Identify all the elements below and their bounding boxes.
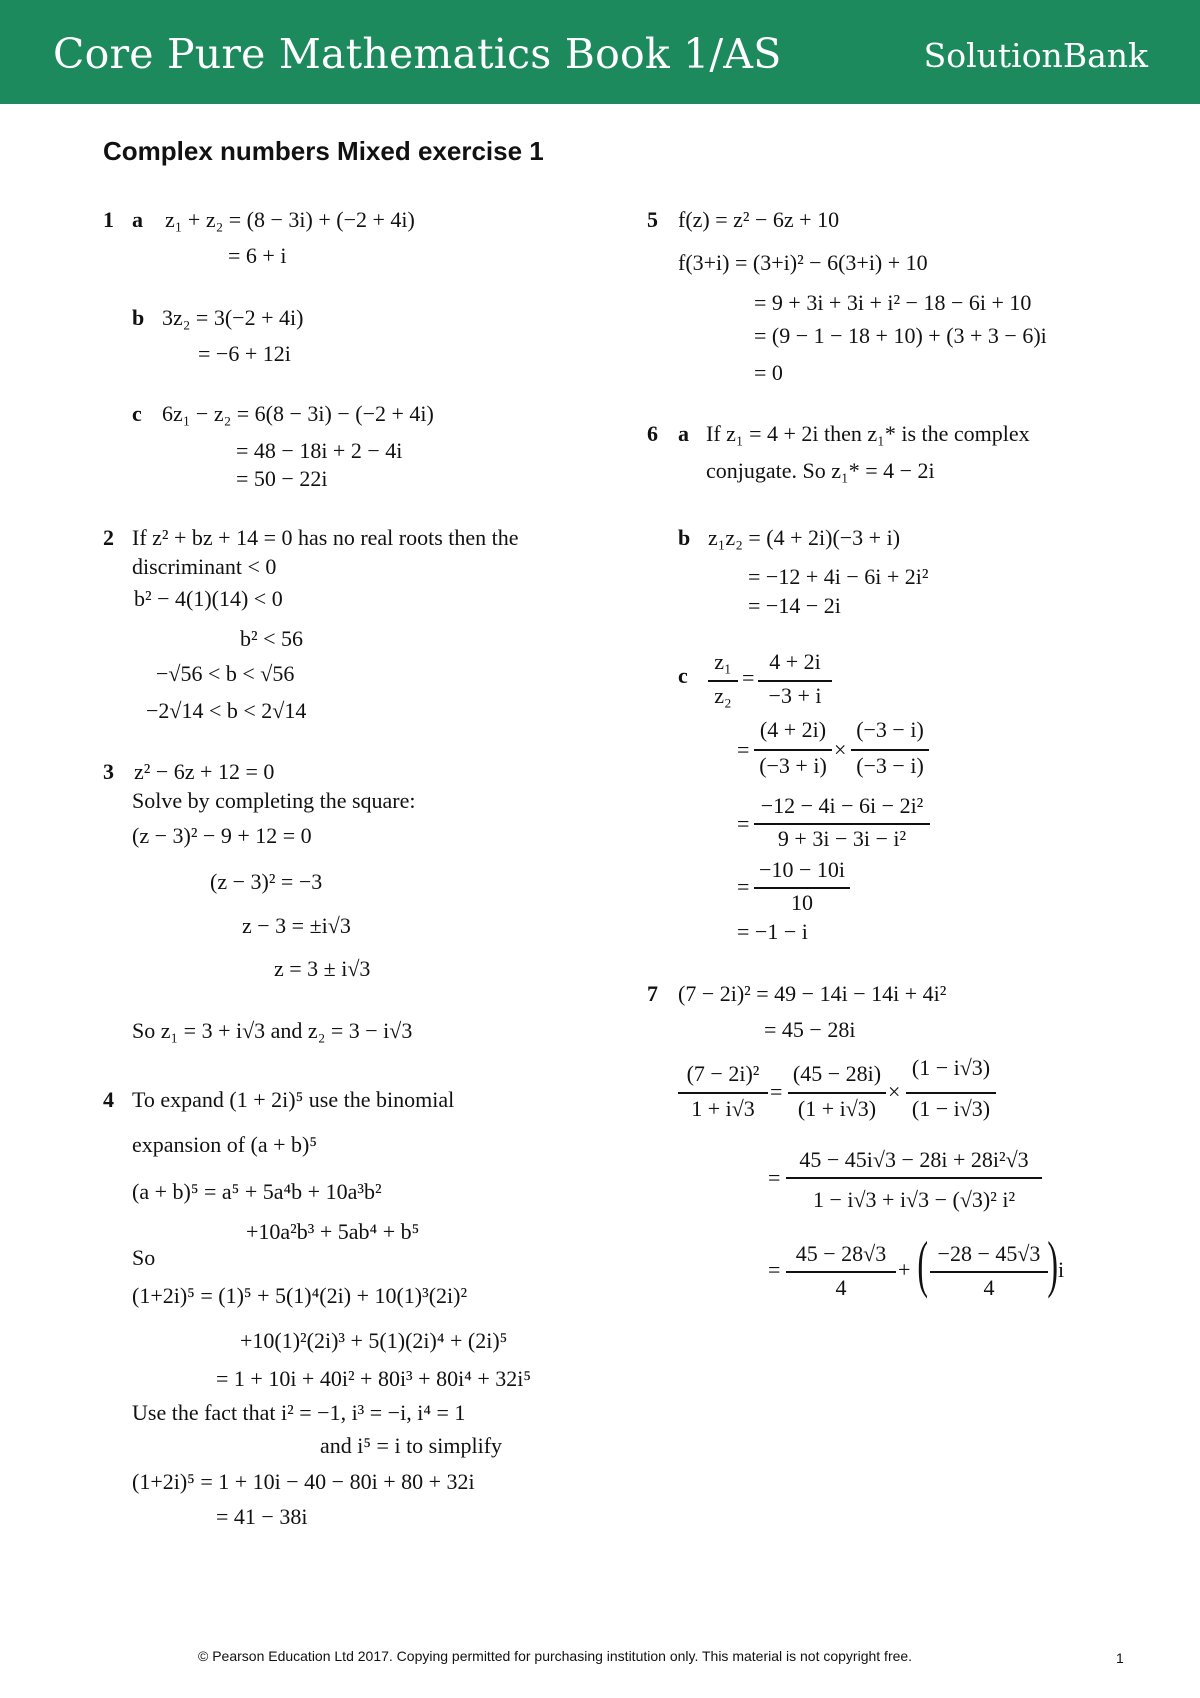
- numerator: −12 − 4i − 6i − 2i²: [760, 793, 924, 818]
- numerator: z₁: [714, 649, 732, 674]
- numerator: (4 + 2i): [759, 717, 827, 742]
- math-line: f(3+i) = (3+i)² − 6(3+i) + 10: [678, 250, 928, 275]
- question-number: 1: [103, 207, 114, 232]
- math-line: = 50 − 22i: [236, 466, 328, 491]
- part-label: c: [132, 401, 142, 426]
- math-line: z = 3 ± i√3: [274, 956, 371, 981]
- equals-sign: =: [737, 874, 750, 899]
- denominator: (1 − i√3): [911, 1096, 991, 1121]
- math-line: Use the fact that i² = −1, i³ = −i, i⁴ = 1: [132, 1400, 466, 1425]
- times-sign: ×: [834, 737, 847, 762]
- math-line: = −6 + 12i: [198, 341, 291, 366]
- fraction-bar: [786, 1271, 896, 1273]
- imaginary-unit: i: [1058, 1257, 1065, 1282]
- math-line: 6z₁ − z₂ = 6(8 − 3i) − (−2 + 4i): [162, 401, 434, 426]
- denominator: −3 + i: [768, 683, 822, 708]
- math-line: expansion of (a + b)⁵: [132, 1132, 318, 1157]
- math-line: (z − 3)² − 9 + 12 = 0: [132, 823, 312, 848]
- math-line: z² − 6z + 12 = 0: [134, 759, 275, 784]
- denominator: z₂: [714, 683, 732, 708]
- math-line: b² < 56: [240, 626, 304, 651]
- question-number: 6: [647, 421, 658, 446]
- math-line: = −1 − i: [737, 919, 808, 944]
- equals-sign: =: [770, 1079, 783, 1104]
- math-line: = 6 + i: [228, 243, 287, 268]
- math-line: +10(1)²(2i)³ + 5(1)(2i)⁴ + (2i)⁵: [240, 1328, 508, 1353]
- math-line: (1+2i)⁵ = (1)⁵ + 5(1)⁴(2i) + 10(1)³(2i)²: [132, 1283, 468, 1308]
- fraction-bar: [851, 749, 929, 751]
- page-number: 1: [1116, 1650, 1124, 1666]
- page-header: [0, 0, 1200, 104]
- bracket-close: ): [1047, 1228, 1058, 1299]
- equals-sign: =: [737, 737, 750, 762]
- math-line: z − 3 = ±i√3: [242, 913, 351, 938]
- math-line: (1+2i)⁵ = 1 + 10i − 40 − 80i + 80 + 32i: [132, 1469, 475, 1494]
- book-title: Core Pure Mathematics Book 1/AS: [53, 30, 782, 78]
- math-line: = 48 − 18i + 2 − 4i: [236, 438, 403, 463]
- math-line: (z − 3)² = −3: [210, 869, 323, 894]
- math-line: and i⁵ = i to simplify: [320, 1433, 503, 1458]
- part-label: a: [132, 207, 143, 232]
- fraction-bar: [930, 1271, 1048, 1273]
- equals-sign: =: [737, 811, 750, 836]
- math-line: So z₁ = 3 + i√3 and z₂ = 3 − i√3: [132, 1018, 413, 1043]
- exercise-heading: Complex numbers Mixed exercise 1: [103, 136, 544, 166]
- math-line: conjugate. So z₁* = 4 − 2i: [706, 458, 935, 483]
- denominator: (1 + i√3): [797, 1096, 877, 1121]
- part-label: b: [678, 525, 691, 550]
- math-line: f(z) = z² − 6z + 10: [678, 207, 840, 232]
- denominator: 10: [791, 890, 813, 915]
- math-line: 3z₂ = 3(−2 + 4i): [162, 305, 304, 330]
- plus-sign: +: [898, 1257, 911, 1282]
- times-sign: ×: [888, 1079, 901, 1104]
- brand-name: SolutionBank: [923, 36, 1148, 75]
- denominator: (−3 − i): [856, 753, 924, 778]
- numerator: −10 − 10i: [759, 857, 845, 882]
- numerator: 4 + 2i: [769, 649, 821, 674]
- denominator: 9 + 3i − 3i − i²: [777, 826, 907, 851]
- fraction-bar: [788, 1092, 886, 1094]
- math-line: = 1 + 10i + 40i² + 80i³ + 80i⁴ + 32i⁵: [216, 1366, 532, 1391]
- math-line: To expand (1 + 2i)⁵ use the binomial: [132, 1087, 455, 1112]
- math-line: = −14 − 2i: [748, 593, 841, 618]
- fraction-bar: [754, 749, 832, 751]
- math-line: −2√14 < b < 2√14: [146, 698, 307, 723]
- numerator: 45 − 28√3: [795, 1241, 887, 1266]
- question-number: 4: [103, 1087, 114, 1112]
- numerator: −28 − 45√3: [937, 1241, 1041, 1266]
- math-line: If z₁ = 4 + 2i then z₁* is the complex: [706, 421, 1030, 446]
- fraction-bar: [786, 1177, 1042, 1179]
- question-number: 3: [103, 759, 114, 784]
- numerator: (1 − i√3): [911, 1055, 991, 1080]
- math-line: (7 − 2i)² = 49 − 14i − 14i + 4i²: [678, 981, 947, 1006]
- denominator: 4: [983, 1275, 995, 1300]
- numerator: (45 − 28i): [792, 1061, 882, 1086]
- math-line: = 45 − 28i: [764, 1017, 856, 1042]
- bracket-open: (: [917, 1228, 928, 1299]
- equals-sign: =: [768, 1165, 781, 1190]
- math-line: So: [132, 1245, 156, 1270]
- equals-sign: =: [742, 665, 755, 690]
- math-line: discriminant < 0: [132, 554, 277, 579]
- math-line: = 9 + 3i + 3i + i² − 18 − 6i + 10: [754, 290, 1032, 315]
- denominator: 1 − i√3 + i√3 − (√3)² i²: [812, 1187, 1016, 1212]
- math-line: z₁z₂ = (4 + 2i)(−3 + i): [708, 525, 901, 550]
- part-label: a: [678, 421, 689, 446]
- fraction-bar: [906, 1092, 996, 1094]
- denominator: 1 + i√3: [691, 1096, 755, 1121]
- question-number: 2: [103, 525, 114, 550]
- numerator: (7 − 2i)²: [686, 1061, 760, 1086]
- math-line: = 0: [754, 360, 783, 385]
- math-line: −√56 < b < √56: [156, 661, 295, 686]
- denominator: 4: [835, 1275, 847, 1300]
- math-line: b² − 4(1)(14) < 0: [134, 586, 283, 611]
- math-line: = 41 − 38i: [216, 1504, 308, 1529]
- denominator: (−3 + i): [759, 753, 827, 778]
- part-label: c: [678, 663, 688, 688]
- math-line: If z² + bz + 14 = 0 has no real roots then the: [132, 525, 519, 550]
- question-number: 5: [647, 207, 658, 232]
- math-line: = −12 + 4i − 6i + 2i²: [748, 564, 929, 589]
- fraction-bar: [678, 1092, 768, 1094]
- equals-sign: =: [768, 1257, 781, 1282]
- question-number: 7: [647, 981, 658, 1006]
- math-line: Solve by completing the square:: [132, 788, 416, 813]
- math-line: z₁ + z₂ = (8 − 3i) + (−2 + 4i): [165, 207, 415, 232]
- math-line: (a + b)⁵ = a⁵ + 5a⁴b + 10a³b²: [132, 1179, 382, 1204]
- math-line: = (9 − 1 − 18 + 10) + (3 + 3 − 6)i: [754, 323, 1047, 348]
- math-line: +10a²b³ + 5ab⁴ + b⁵: [246, 1219, 420, 1244]
- copyright-notice: © Pearson Education Ltd 2017. Copying permitted for purchasing institution only. This material is not copyright free.: [198, 1648, 913, 1664]
- numerator: (−3 − i): [856, 717, 924, 742]
- part-label: b: [132, 305, 145, 330]
- numerator: 45 − 45i√3 − 28i + 28i²√3: [799, 1147, 1029, 1172]
